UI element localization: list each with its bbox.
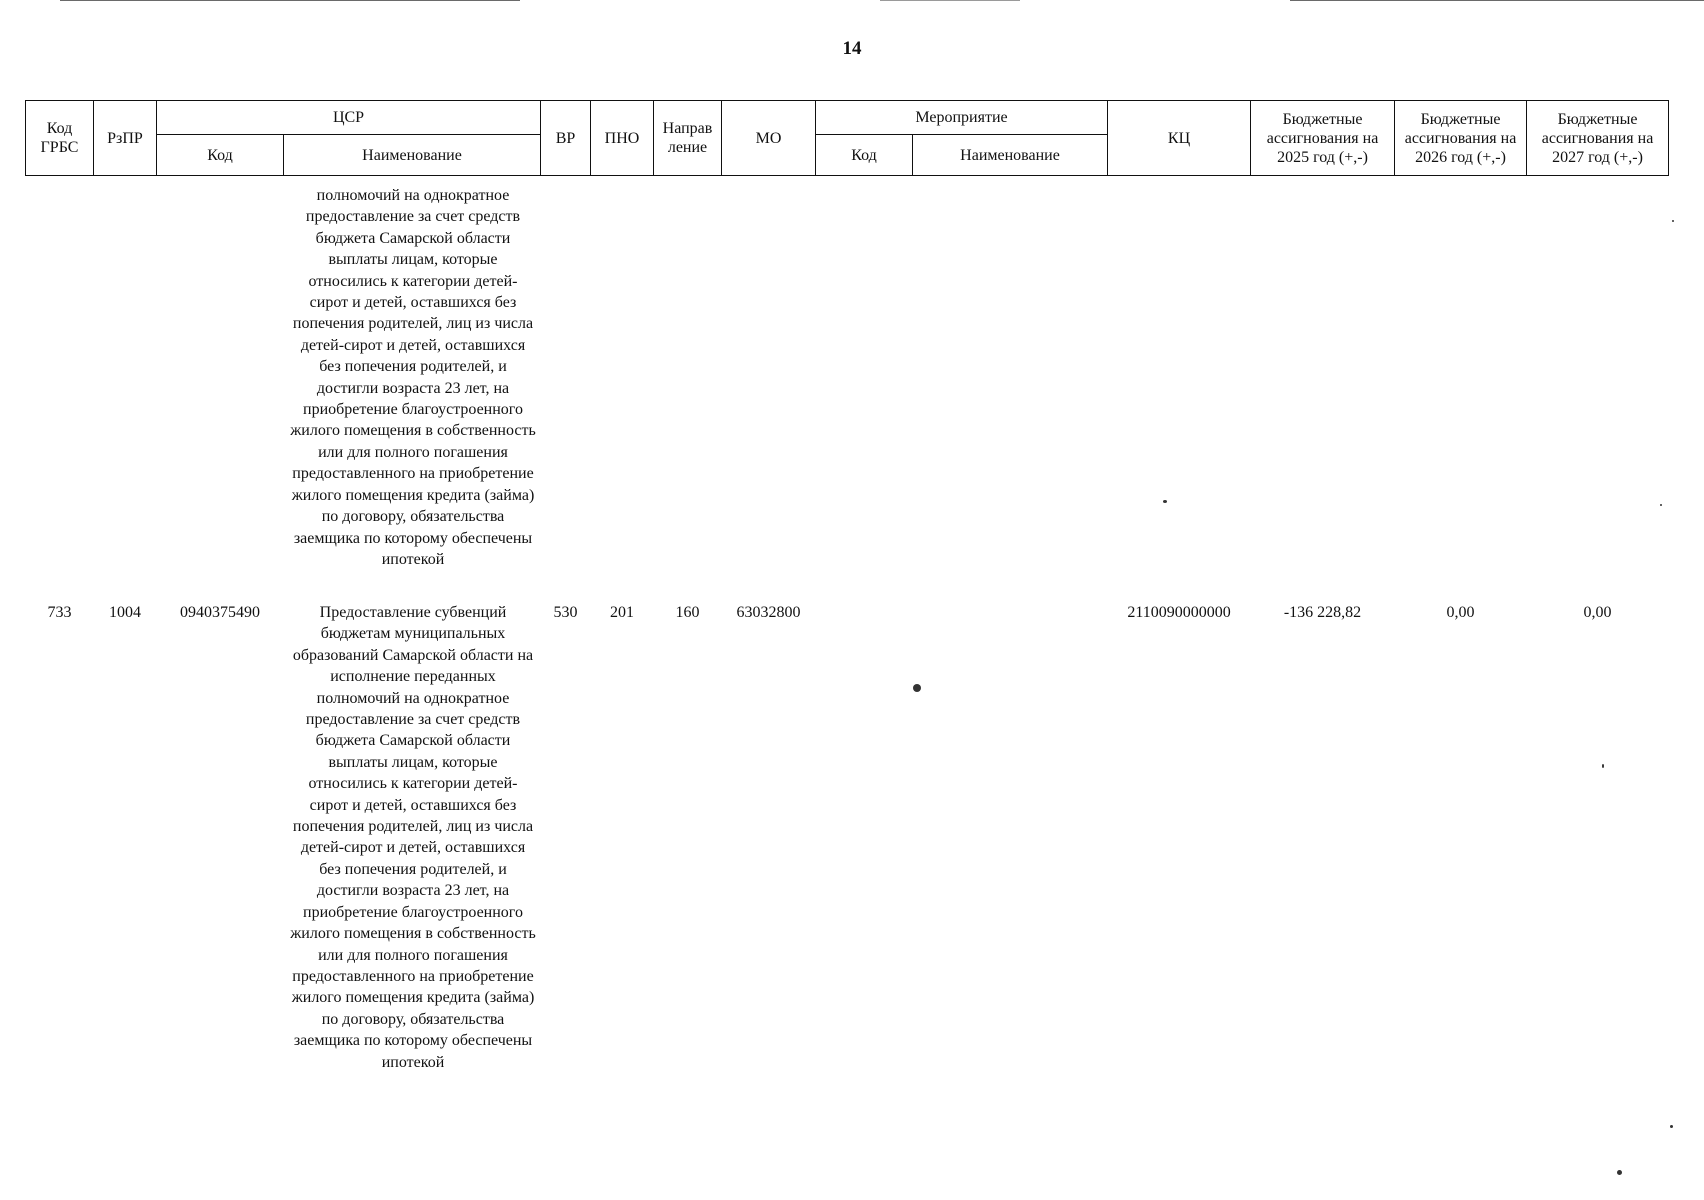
cell-mer-name	[913, 595, 1108, 1073]
scan-edge-middle	[880, 0, 1020, 1]
cell-empty	[816, 176, 913, 596]
header-rzpr: РзПР	[94, 101, 157, 176]
cell-empty	[1527, 176, 1669, 596]
cell-empty	[1251, 176, 1395, 596]
scan-edge-left	[60, 0, 520, 1]
header-mo: МО	[722, 101, 816, 176]
header-mer-name: Наименование	[913, 135, 1108, 176]
cell-csr-kod: 0940375490	[180, 604, 260, 621]
scan-speck	[1617, 1170, 1622, 1175]
header-csr: ЦСР	[157, 101, 541, 135]
cell-empty	[654, 176, 722, 596]
cell-empty	[591, 176, 654, 596]
header-budget-2027: Бюджетные ассигнования на 2027 год (+,-)	[1527, 101, 1669, 176]
scan-speck	[1602, 764, 1604, 768]
scan-speck	[1660, 504, 1662, 506]
cell-empty	[157, 176, 284, 596]
header-napravlenie: Направ ление	[654, 101, 722, 176]
table-header	[26, 101, 1669, 176]
cell-pno: 201	[610, 604, 634, 621]
cell-empty	[541, 176, 591, 596]
cell-empty	[94, 176, 157, 596]
table-row	[26, 595, 1669, 1073]
page-number: 14	[842, 38, 862, 59]
header-meropriyatie: Мероприятие	[816, 101, 1108, 135]
scan-speck	[1672, 220, 1674, 222]
cell-napravlenie: 160	[675, 604, 700, 621]
scan-speck	[913, 684, 921, 692]
cell-mo: 63032800	[736, 604, 801, 621]
header-csr-kod: Код	[157, 135, 284, 176]
cell-budget-2026: 0,00	[1446, 604, 1475, 621]
header-kod-grbs: Код ГРБС	[26, 101, 94, 176]
cell-continuation-name: полномочий на однократное предоставление за счет средств бюджета Самарской области выплаты лицам, которые относились к категории детей-сирот и детей, оставшихся без попечения родителей, лиц из числа детей-сирот и детей, оставшихся без попечения родителей, и достигли возраста 23 лет, на приобретение благоустроенного жилого помещения в собственность или для полного погашения предоставленного на приобретение жилого помещения кредита (займа) по договору, обязательства заемщика по которому обеспечены ипотекой	[290, 187, 536, 568]
cell-mer-kod	[816, 595, 913, 1073]
cell-rzpr: 1004	[109, 604, 141, 621]
cell-empty	[722, 176, 816, 596]
cell-kc: 2110090000000	[1127, 604, 1231, 621]
cell-empty	[26, 176, 94, 596]
table-row-continuation	[26, 176, 1669, 596]
cell-empty	[913, 176, 1108, 596]
scan-speck	[1670, 1125, 1673, 1128]
scan-edge-right	[1290, 0, 1704, 1]
header-csr-name: Наименование	[284, 135, 541, 176]
cell-csr-name: Предоставление субвенций бюджетам муниципальных образований Самарской области на исполнение переданных полномочий на однократное предоставление за счет средств бюджета Самарской области выплаты лицам, которые относились к категории детей-сирот и детей, оставшихся без попечения родителей, лиц из числа детей-сирот и детей, оставшихся без попечения родителей, и достигли возраста 23 лет, на приобретение благоустроенного жилого помещения в собственность или для полного погашения предоставленного на приобретение жилого помещения кредита (займа) по договору, обязательства заемщика по которому обеспечены ипотекой	[290, 604, 536, 1071]
cell-vr: 530	[553, 604, 578, 621]
header-budget-2026: Бюджетные ассигнования на 2026 год (+,-)	[1395, 101, 1527, 176]
cell-kod-grbs: 733	[47, 604, 72, 621]
cell-empty	[1108, 176, 1251, 596]
cell-empty	[1395, 176, 1527, 596]
cell-budget-2027: 0,00	[1583, 604, 1612, 621]
budget-table	[25, 100, 1669, 1073]
header-budget-2025: Бюджетные ассигнования на 2025 год (+,-)	[1251, 101, 1395, 176]
header-pno: ПНО	[591, 101, 654, 176]
scan-speck	[1163, 500, 1167, 503]
header-kc: КЦ	[1108, 101, 1251, 176]
header-mer-kod: Код	[816, 135, 913, 176]
cell-budget-2025: -136 228,82	[1283, 604, 1362, 621]
header-vr: ВР	[541, 101, 591, 176]
